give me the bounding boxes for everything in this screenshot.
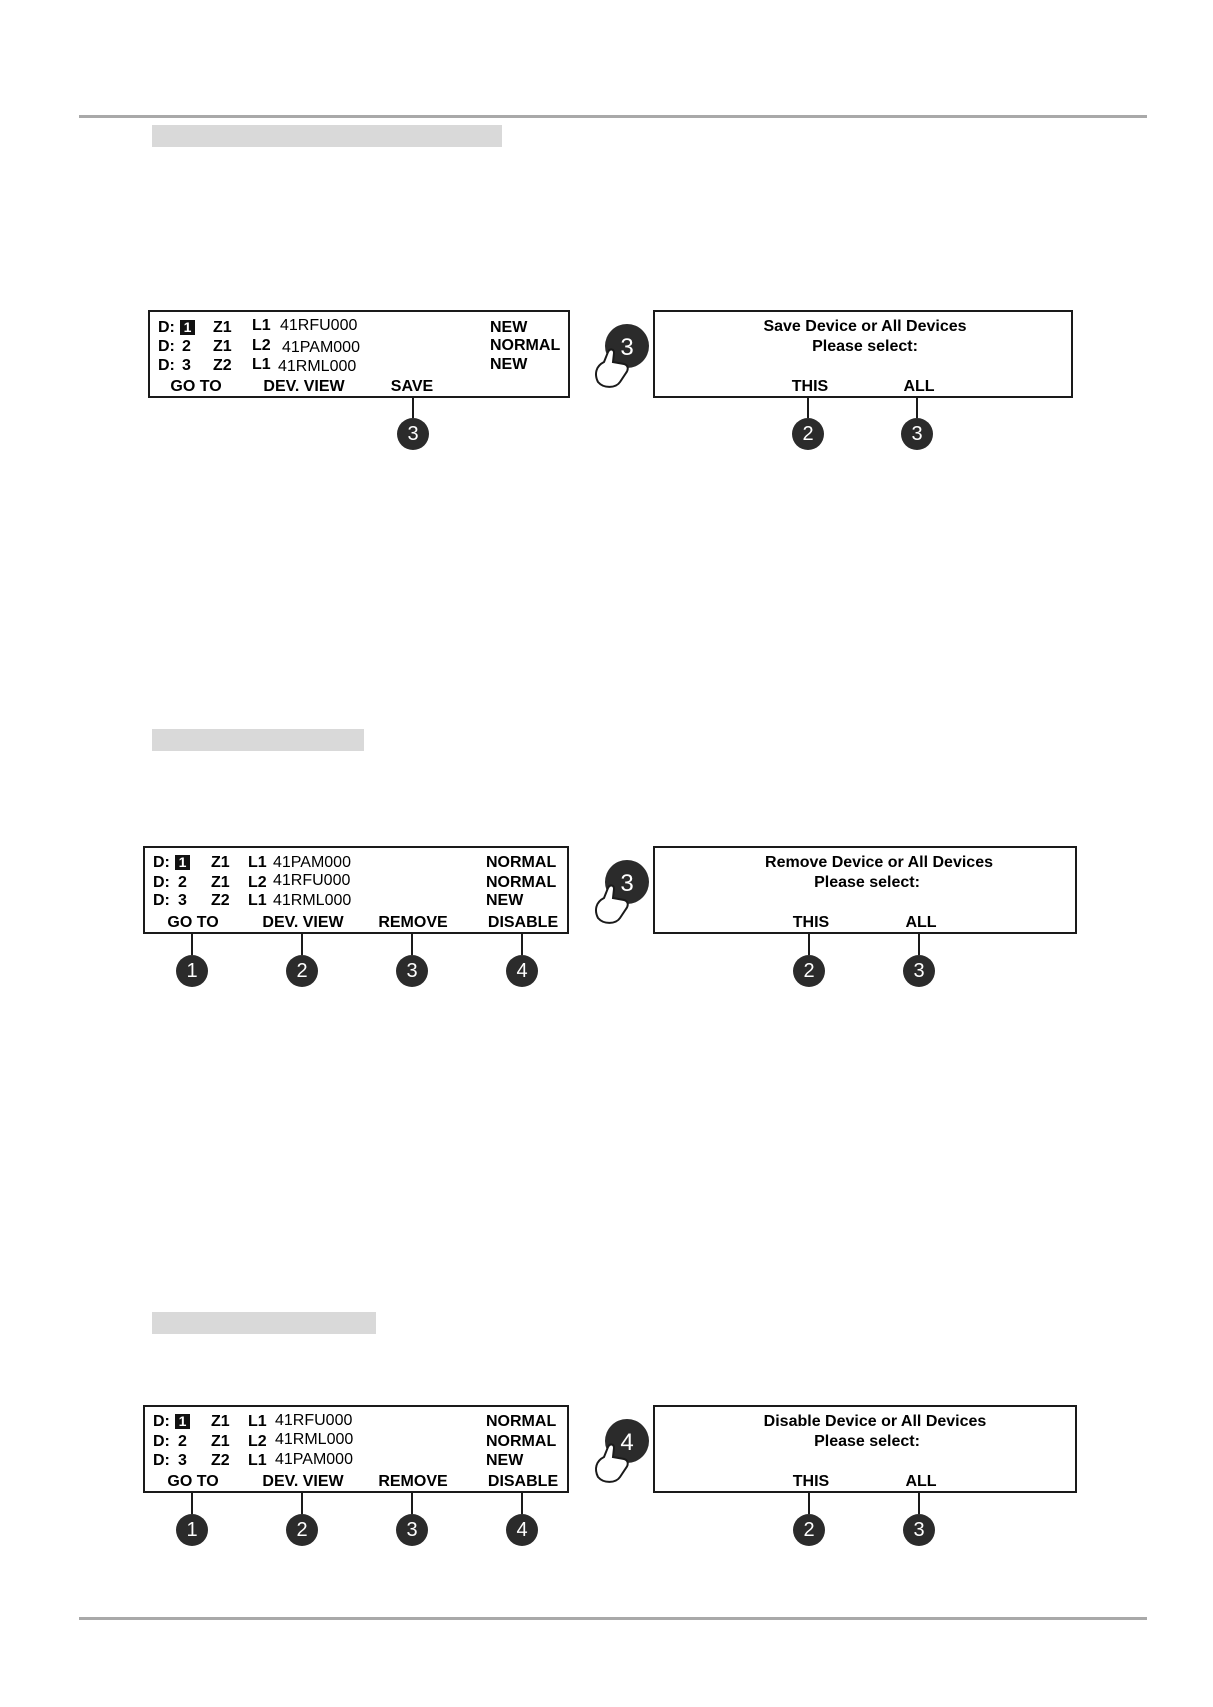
row1-zone: Z1 xyxy=(213,319,232,336)
finger-press-icon xyxy=(586,1417,652,1489)
row2-status: NORMAL xyxy=(486,1433,557,1450)
lcd-save-confirm xyxy=(653,310,1073,398)
option-all[interactable]: ALL xyxy=(905,914,937,931)
option-this[interactable]: THIS xyxy=(792,1473,830,1490)
row3-loop: L1 xyxy=(248,1452,267,1469)
row3-device: 41PAM000 xyxy=(275,1451,353,1468)
lcd-remove-confirm xyxy=(653,846,1077,934)
row2-loop: L2 xyxy=(252,337,271,354)
row2-d-label: D: xyxy=(153,1433,170,1450)
softkey-remove[interactable]: REMOVE xyxy=(378,1473,448,1490)
row3-status: NEW xyxy=(490,356,528,373)
softkey-dev-view[interactable]: DEV. VIEW xyxy=(262,1473,344,1490)
lcd-device-list-disable xyxy=(143,1405,569,1493)
callout-leader xyxy=(918,1493,920,1514)
row2-status: NORMAL xyxy=(490,337,561,354)
callout-number: 2 xyxy=(793,1514,825,1546)
row3-number: 3 xyxy=(182,357,191,374)
option-all[interactable]: ALL xyxy=(905,1473,937,1490)
confirm-prompt: Please select: xyxy=(812,338,918,355)
callout-leader xyxy=(301,1493,303,1514)
softkey-go-to[interactable]: GO TO xyxy=(167,1473,219,1490)
callout-number: 3 xyxy=(901,418,933,450)
callout-number: 4 xyxy=(506,1514,538,1546)
callout-leader xyxy=(521,1493,523,1514)
callout-leader xyxy=(916,398,918,418)
row3-loop: L1 xyxy=(252,356,271,373)
row1-loop: L1 xyxy=(248,1413,267,1430)
confirm-title: Remove Device or All Devices xyxy=(765,854,993,871)
callout-number: 2 xyxy=(286,955,318,987)
row1-device: 41PAM000 xyxy=(273,854,351,871)
section-heading-remove xyxy=(152,729,364,751)
row2-zone: Z1 xyxy=(211,874,230,891)
row1-d-label: D: xyxy=(153,1413,170,1430)
callout-number: 1 xyxy=(176,955,208,987)
row3-status: NEW xyxy=(486,1452,524,1469)
press-number: 4 xyxy=(620,1429,634,1456)
row1-loop: L1 xyxy=(252,317,271,334)
softkey-disable[interactable]: DISABLE xyxy=(487,914,559,931)
row2-number: 2 xyxy=(178,874,187,891)
callout-number: 2 xyxy=(792,418,824,450)
row1-d-label: D: xyxy=(153,854,170,871)
row3-device: 41RML000 xyxy=(278,358,357,375)
row2-number: 2 xyxy=(178,1433,187,1450)
callout-number: 2 xyxy=(793,955,825,987)
row3-status: NEW xyxy=(486,892,524,909)
lcd-device-list-save xyxy=(148,310,570,398)
row2-device: 41PAM000 xyxy=(282,339,360,356)
callout-leader xyxy=(808,934,810,955)
row3-d-label: D: xyxy=(153,892,170,909)
option-this[interactable]: THIS xyxy=(792,914,830,931)
softkey-go-to[interactable]: GO TO xyxy=(170,378,222,395)
row1-selected-number[interactable]: 1 xyxy=(175,1414,190,1429)
press-number: 3 xyxy=(620,870,634,897)
row1-device: 41RFU000 xyxy=(275,1412,353,1429)
callout-number: 3 xyxy=(396,1514,428,1546)
lcd-disable-confirm xyxy=(653,1405,1077,1493)
row3-loop: L1 xyxy=(248,892,267,909)
callout-leader xyxy=(301,934,303,955)
softkey-go-to[interactable]: GO TO xyxy=(167,914,219,931)
row1-loop: L1 xyxy=(248,854,267,871)
finger-press-icon xyxy=(586,322,652,394)
finger-press-icon xyxy=(586,858,652,930)
press-number: 3 xyxy=(620,334,634,361)
callout-number: 3 xyxy=(903,955,935,987)
row1-device: 41RFU000 xyxy=(280,317,358,334)
callout-leader xyxy=(807,398,809,418)
row1-zone: Z1 xyxy=(211,1413,230,1430)
callout-number: 1 xyxy=(176,1514,208,1546)
row3-zone: Z2 xyxy=(211,892,230,909)
row2-device: 41RFU000 xyxy=(273,872,351,889)
confirm-title: Disable Device or All Devices xyxy=(763,1413,987,1430)
row1-status: NEW xyxy=(490,319,528,336)
callout-number: 3 xyxy=(397,418,429,450)
row2-number: 2 xyxy=(182,338,191,355)
row2-device: 41RML000 xyxy=(275,1431,354,1448)
row1-d-label: D: xyxy=(158,319,175,336)
callout-leader xyxy=(191,934,193,955)
row2-zone: Z1 xyxy=(213,338,232,355)
callout-leader xyxy=(521,934,523,955)
confirm-title: Save Device or All Devices xyxy=(763,318,967,335)
softkey-save[interactable]: SAVE xyxy=(390,378,434,395)
top-rule xyxy=(79,115,1147,118)
row3-d-label: D: xyxy=(153,1452,170,1469)
row3-device: 41RML000 xyxy=(273,892,352,909)
section-heading-save xyxy=(152,125,502,147)
callout-leader xyxy=(918,934,920,955)
row2-zone: Z1 xyxy=(211,1433,230,1450)
row1-status: NORMAL xyxy=(486,854,557,871)
option-this[interactable]: THIS xyxy=(791,378,829,395)
row3-zone: Z2 xyxy=(211,1452,230,1469)
callout-number: 3 xyxy=(396,955,428,987)
callout-number: 3 xyxy=(903,1514,935,1546)
row1-status: NORMAL xyxy=(486,1413,557,1430)
row2-d-label: D: xyxy=(158,338,175,355)
bottom-rule xyxy=(79,1617,1147,1620)
softkey-dev-view[interactable]: DEV. VIEW xyxy=(262,914,344,931)
callout-leader xyxy=(808,1493,810,1514)
softkey-dev-view[interactable]: DEV. VIEW xyxy=(263,378,345,395)
callout-leader xyxy=(412,398,414,418)
callout-leader xyxy=(411,934,413,955)
softkey-remove[interactable]: REMOVE xyxy=(378,914,448,931)
confirm-prompt: Please select: xyxy=(814,874,920,891)
confirm-prompt: Please select: xyxy=(814,1433,920,1450)
row3-zone: Z2 xyxy=(213,357,232,374)
callout-number: 4 xyxy=(506,955,538,987)
row1-selected-number[interactable]: 1 xyxy=(175,855,190,870)
row3-number: 3 xyxy=(178,892,187,909)
section-heading-disable xyxy=(152,1312,376,1334)
row3-number: 3 xyxy=(178,1452,187,1469)
softkey-disable[interactable]: DISABLE xyxy=(487,1473,559,1490)
callout-number: 2 xyxy=(286,1514,318,1546)
row1-zone: Z1 xyxy=(211,854,230,871)
row2-status: NORMAL xyxy=(486,874,557,891)
row3-d-label: D: xyxy=(158,357,175,374)
row2-d-label: D: xyxy=(153,874,170,891)
row2-loop: L2 xyxy=(248,874,267,891)
lcd-device-list-remove xyxy=(143,846,569,934)
row1-selected-number[interactable]: 1 xyxy=(180,320,195,335)
callout-leader xyxy=(191,1493,193,1514)
row2-loop: L2 xyxy=(248,1433,267,1450)
callout-leader xyxy=(411,1493,413,1514)
option-all[interactable]: ALL xyxy=(903,378,935,395)
